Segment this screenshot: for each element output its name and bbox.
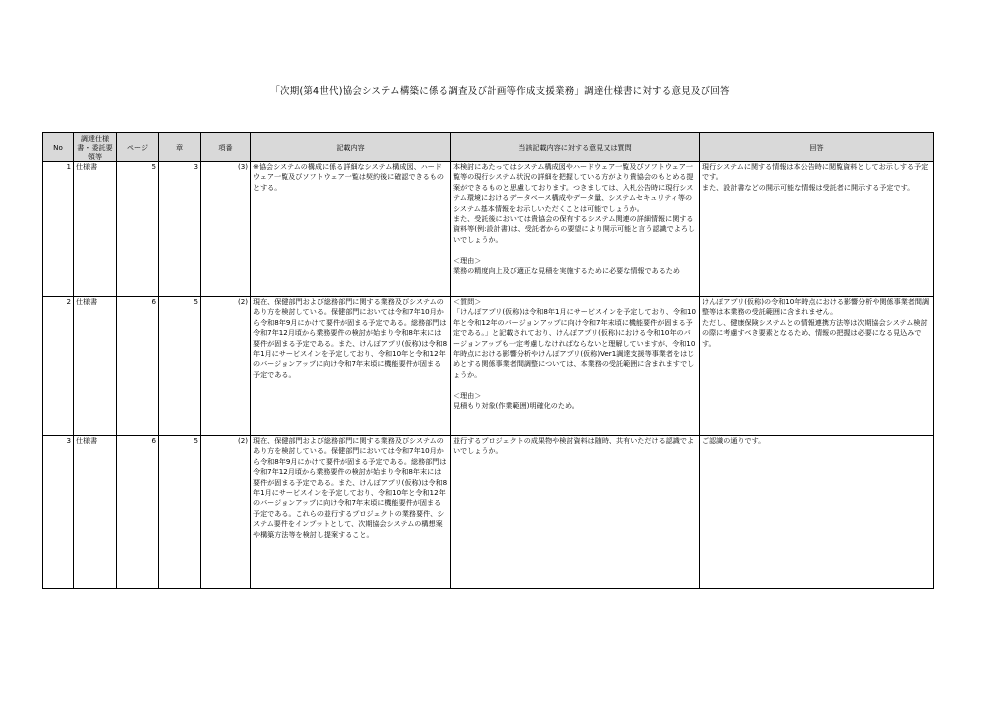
cell-chapter: 3: [159, 162, 201, 297]
header-page: ページ: [117, 133, 159, 162]
header-content: 記載内容: [251, 133, 451, 162]
cell-page: 5: [117, 162, 159, 297]
cell-opinion: ＜質問＞ 「けんぽアプリ(仮称)は令和8年1月にサービスインを予定しており、令和10年と令和12年のバージョンアップに向け令和7年末頃に機能要件が固まる予定である。」と記載されており、けんぽアプリ(仮称)における令和10年のバージョンアップも一定考慮しなければならないと理解していますが、令和10年時点における影響分析やけんぽアプリ(仮称)Ver1調達支援等事業者をはじめとする関係事業者間調整については、本業務の受託範囲に含まれますでしょうか。 ＜理由＞ 見積もり対象(作業範囲)明確化のため。: [451, 297, 700, 436]
cell-opinion: 並行するプロジェクトの成果物や検討資料は随時、共有いただける認識でよいでしょうか。: [451, 436, 700, 589]
table-row: [43, 436, 934, 589]
opinion-answer-table: [42, 132, 934, 589]
cell-no: 3: [43, 436, 74, 589]
cell-doc: 仕様書: [74, 162, 117, 297]
cell-page: 6: [117, 436, 159, 589]
cell-chapter: 5: [159, 297, 201, 436]
cell-content: ※協会システムの構成に係る詳細なシステム構成図、ハードウェア一覧及びソフトウェア一覧は契約後に確認できるものとする。: [251, 162, 451, 297]
cell-doc: 仕様書: [74, 436, 117, 589]
cell-chapter: 5: [159, 436, 201, 589]
cell-answer: 現行システムに関する情報は本公告時に閲覧資料としてお示しする予定です。 また、設計書などの開示可能な情報は受託者に開示する予定です。: [700, 162, 934, 297]
header-no: No: [43, 133, 74, 162]
cell-content: 現在、保健部門および総務部門に関する業務及びシステムのあり方を検討している。保健部門においては令和7年10月から令和8年9月にかけて要件が固まる予定である。総務部門は令和7年12月頃から業務要件の検討が始まり令和8年末には要件が固まる予定である。また、けんぽアプリ(仮称)は令和8年1月にサービスインを予定しており、令和10年と令和12年のバージョンアップに向け令和7年末頃に機能要件が固まる予定である。これらの並行するプロジェクトの業務要件、システム要件をインプットとして、次期協会システムの構想案や構築方法等を検討し提案すること。: [251, 436, 451, 589]
header-opinion: 当該記載内容に対する意見又は質問: [451, 133, 700, 162]
header-doc: 調達仕様書・委託要領等: [74, 133, 117, 162]
document-title: 「次期(第4世代)協会システム構築に係る調査及び計画等作成支援業務」調達仕様書に対する意見及び回答: [270, 86, 730, 97]
cell-answer: けんぽアプリ(仮称)の令和10年時点における影響分析や関係事業者間調整等は本業務の受託範囲に含まれません。 ただし、健康保険システムとの情報連携方法等は次期協会システム検討の際に考慮すべき要素となるため、情報の把握は必要になる見込みです。: [700, 297, 934, 436]
table-row: [43, 297, 934, 436]
header-chapter: 章: [159, 133, 201, 162]
cell-item: (2): [201, 436, 251, 589]
header-answer: 回答: [700, 133, 934, 162]
table-row: [43, 162, 934, 297]
cell-item: (3): [201, 162, 251, 297]
cell-item: (2): [201, 297, 251, 436]
cell-doc: 仕様書: [74, 297, 117, 436]
cell-answer: ご認識の通りです。: [700, 436, 934, 589]
cell-no: 2: [43, 297, 74, 436]
header-item: 項番: [201, 133, 251, 162]
header-row: [43, 133, 934, 162]
cell-opinion: 本検討にあたってはシステム構成図やハードウェア一覧及びソフトウェア一覧等の現行システム状況の詳細を把握している方がより貴協会のもとめる提案ができるものと思慮しております。つきましては、入札公告時に現行システム環境におけるデータベース構成やデータ量、システムセキュリティ等のシステム基本情報をお示しいただくことは可能でしょうか。 また、受託後においては貴協会の保有するシステム関連の詳細情報に関する資料等(例:設計書)は、受託者からの要望により開示可能と言う認識でよろしいでしょうか。 ＜理由＞ 業務の精度向上及び適正な見積を実施するために必要な情報であるため: [451, 162, 700, 297]
cell-page: 6: [117, 297, 159, 436]
cell-no: 1: [43, 162, 74, 297]
cell-content: 現在、保健部門および総務部門に関する業務及びシステムのあり方を検討している。保健部門においては令和7年10月から令和8年9月にかけて要件が固まる予定である。総務部門は令和7年12月頃から業務要件の検討が始まり令和8年末には要件が固まる予定である。また、けんぽアプリ(仮称)は令和8年1月にサービスインを予定しており、令和10年と令和12年のバージョンアップに向け令和7年末頃に機能要件が固まる予定である。: [251, 297, 451, 436]
